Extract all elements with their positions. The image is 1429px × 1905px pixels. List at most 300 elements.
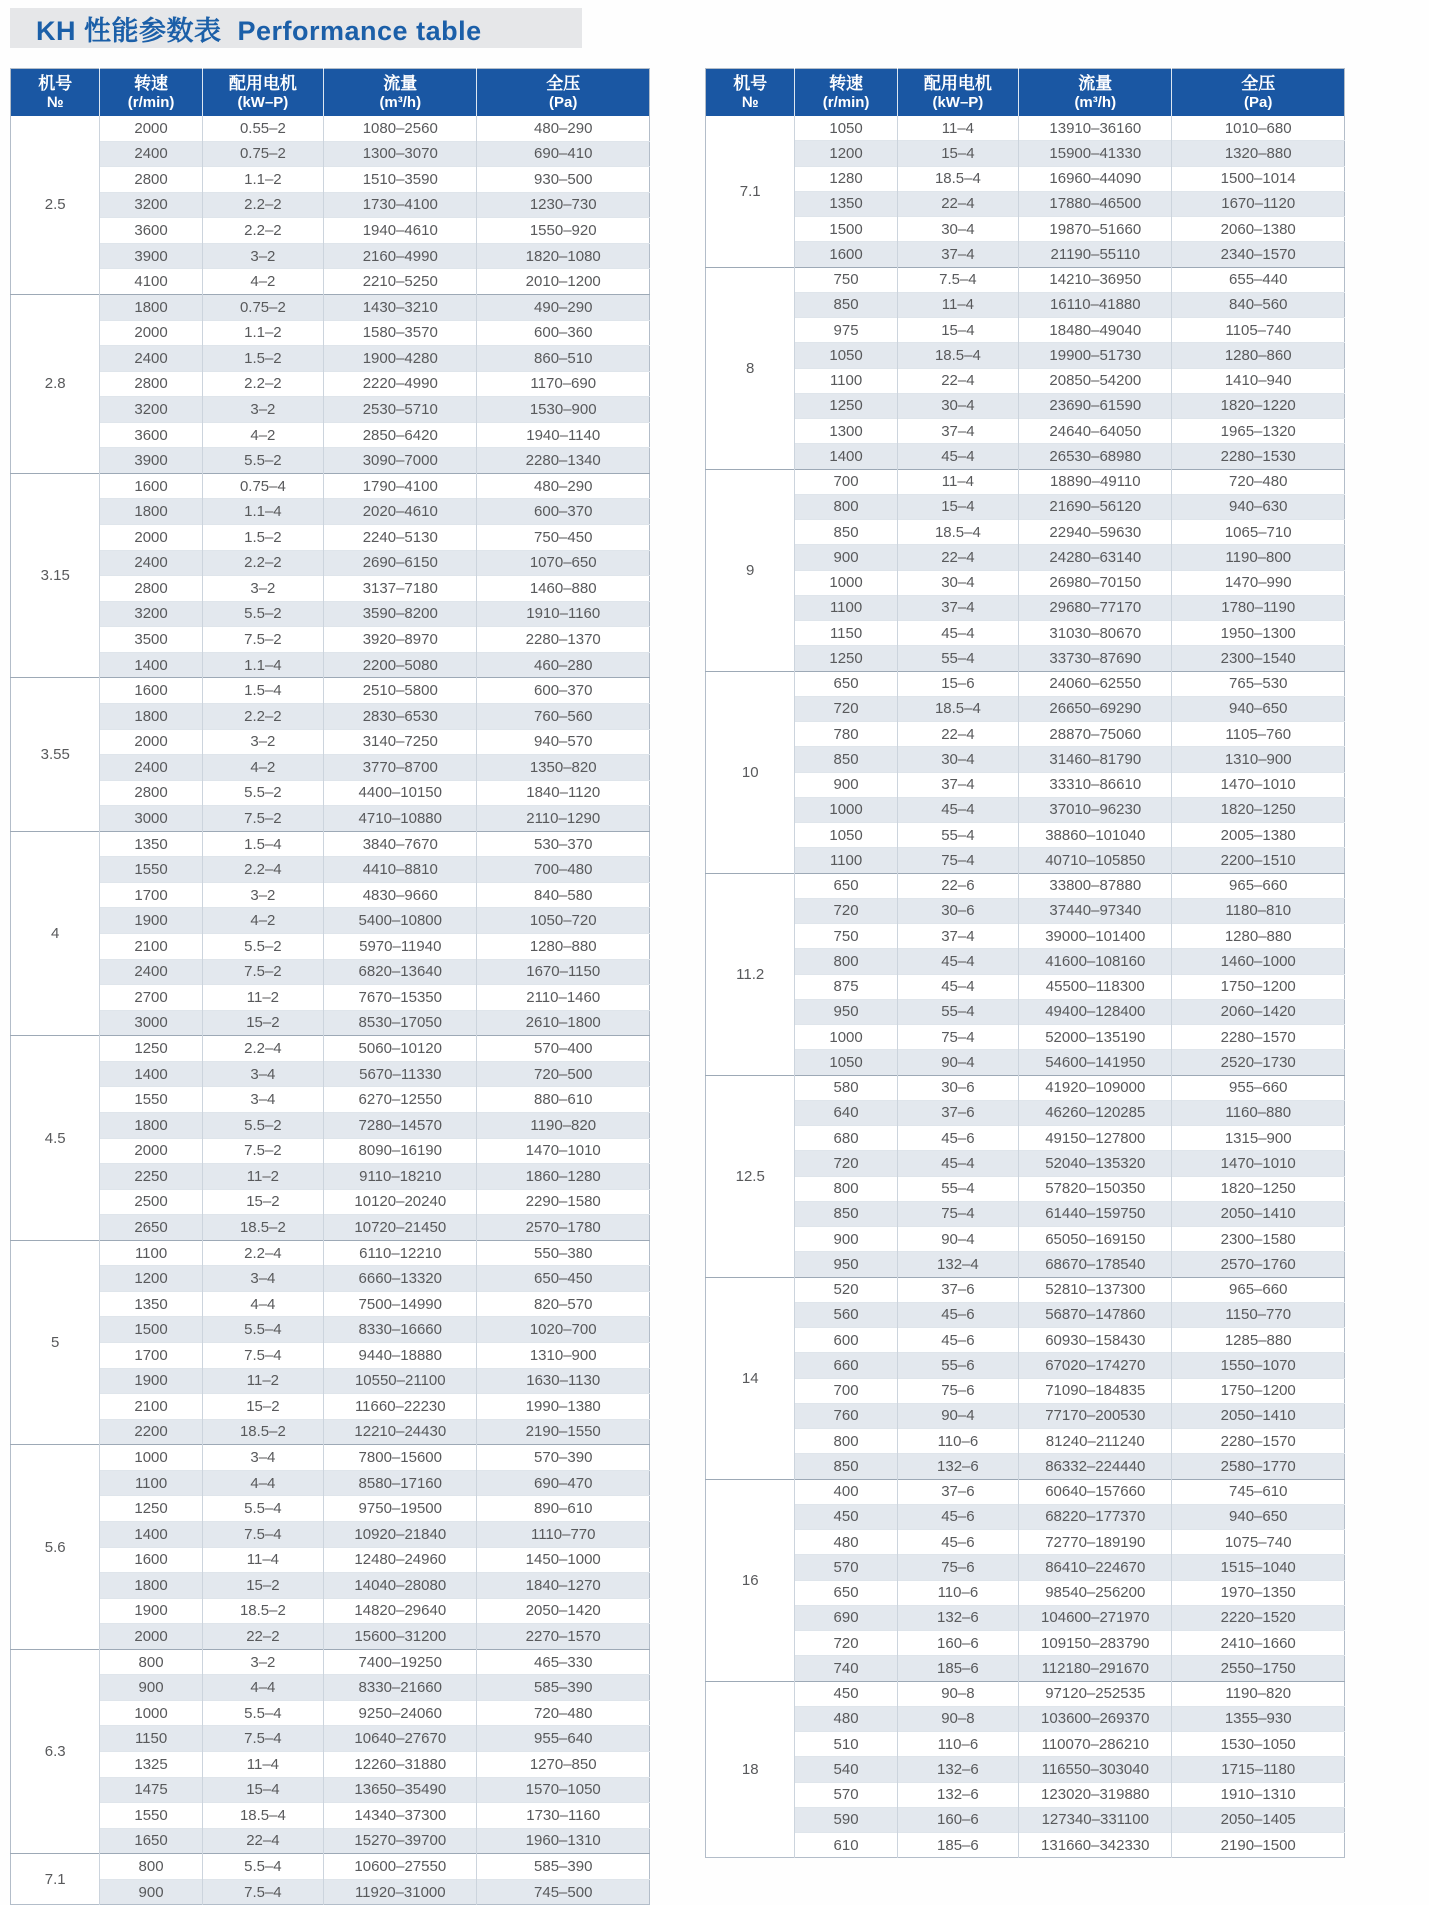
pressure-cell: 1910–1310 (1172, 1782, 1345, 1807)
speed-cell: 540 (795, 1757, 897, 1782)
speed-cell: 1000 (795, 797, 897, 822)
table-row (11, 857, 650, 883)
table-row (11, 1496, 650, 1522)
table-row (706, 570, 1345, 595)
flow-cell: 12210–24430 (324, 1419, 477, 1445)
pressure-cell: 2580–1770 (1172, 1454, 1345, 1479)
speed-cell: 2000 (100, 1138, 202, 1164)
pressure-cell: 2200–1510 (1172, 848, 1345, 873)
table-row (706, 1656, 1345, 1681)
pressure-cell: 940–650 (1172, 696, 1345, 721)
pressure-cell: 1280–880 (477, 934, 650, 960)
motor-cell: 15–4 (897, 141, 1018, 166)
speed-cell: 1325 (100, 1752, 202, 1778)
speed-cell: 690 (795, 1605, 897, 1630)
page-title-band (10, 8, 582, 48)
flow-cell: 3840–7670 (324, 831, 477, 857)
pressure-cell: 1050–720 (477, 908, 650, 934)
motor-cell: 37–4 (897, 772, 1018, 797)
pressure-cell: 2060–1420 (1172, 999, 1345, 1024)
pressure-cell: 1460–1000 (1172, 949, 1345, 974)
table-row (706, 823, 1345, 848)
speed-cell: 1050 (795, 116, 897, 141)
table-row (706, 1530, 1345, 1555)
speed-cell: 1800 (100, 703, 202, 729)
pressure-cell: 1670–1120 (1172, 191, 1345, 216)
flow-cell: 40710–105850 (1019, 848, 1172, 873)
pressure-cell: 2110–1290 (477, 806, 650, 832)
speed-cell: 1050 (795, 343, 897, 368)
motor-cell: 2.2–4 (202, 1036, 323, 1062)
pressure-cell: 1470–1010 (1172, 1151, 1345, 1176)
flow-cell: 5970–11940 (324, 934, 477, 960)
flow-cell: 71090–184835 (1019, 1378, 1172, 1403)
flow-cell: 23690–61590 (1019, 393, 1172, 418)
motor-cell: 37–4 (897, 924, 1018, 949)
motor-cell: 30–4 (897, 217, 1018, 242)
table-row (706, 1807, 1345, 1832)
flow-cell: 5400–10800 (324, 908, 477, 934)
table-row (11, 1803, 650, 1829)
speed-cell: 1500 (795, 217, 897, 242)
table-row (11, 934, 650, 960)
motor-cell: 15–2 (202, 1189, 323, 1215)
motor-cell: 11–2 (202, 1164, 323, 1190)
flow-cell: 14340–37300 (324, 1803, 477, 1829)
speed-cell: 2800 (100, 167, 202, 193)
pressure-cell: 650–450 (477, 1266, 650, 1292)
flow-cell: 31460–81790 (1019, 747, 1172, 772)
speed-cell: 1800 (100, 1573, 202, 1599)
pressure-cell: 550–380 (477, 1240, 650, 1266)
column-header-0: 机号 № (11, 69, 100, 117)
flow-cell: 2020–4610 (324, 499, 477, 525)
speed-cell: 800 (100, 1649, 202, 1675)
flow-cell: 65050–169150 (1019, 1227, 1172, 1252)
table-row (11, 601, 650, 627)
motor-cell: 55–4 (897, 1176, 1018, 1201)
table-row (706, 696, 1345, 721)
table-row (11, 1138, 650, 1164)
flow-cell: 57820–150350 (1019, 1176, 1172, 1201)
machine-no-cell: 4 (11, 831, 100, 1036)
flow-cell: 10640–27670 (324, 1726, 477, 1752)
motor-cell: 11–4 (202, 1752, 323, 1778)
flow-cell: 3140–7250 (324, 729, 477, 755)
motor-cell: 0.75–2 (202, 294, 323, 320)
speed-cell: 1800 (100, 499, 202, 525)
column-header-2: 配用电机 (kW–P) (202, 69, 323, 117)
motor-cell: 5.5–4 (202, 1854, 323, 1880)
speed-cell: 1250 (100, 1496, 202, 1522)
table-row (706, 343, 1345, 368)
speed-cell: 1000 (795, 570, 897, 595)
speed-cell: 800 (795, 949, 897, 974)
speed-cell: 2400 (100, 141, 202, 167)
flow-cell: 24640–64050 (1019, 419, 1172, 444)
motor-cell: 15–4 (897, 494, 1018, 519)
table-row (11, 116, 650, 141)
speed-cell: 900 (100, 1879, 202, 1905)
motor-cell: 3–4 (202, 1445, 323, 1471)
pressure-cell: 2190–1550 (477, 1419, 650, 1445)
flow-cell: 112180–291670 (1019, 1656, 1172, 1681)
page-title-zh: KH 性能参数表 (36, 15, 222, 46)
flow-cell: 15900–41330 (1019, 141, 1172, 166)
machine-no-cell: 10 (706, 671, 795, 873)
flow-cell: 24280–63140 (1019, 545, 1172, 570)
motor-cell: 55–4 (897, 999, 1018, 1024)
motor-cell: 2.2–4 (202, 1240, 323, 1266)
pressure-cell: 585–390 (477, 1854, 650, 1880)
pressure-cell: 2550–1750 (1172, 1656, 1345, 1681)
pressure-cell: 1310–900 (477, 1343, 650, 1369)
motor-cell: 45–6 (897, 1126, 1018, 1151)
performance-table (705, 68, 1345, 1858)
motor-cell: 2.2–4 (202, 857, 323, 883)
table-row (11, 550, 650, 576)
motor-cell: 15–4 (897, 318, 1018, 343)
pressure-cell: 765–530 (1172, 671, 1345, 696)
pressure-cell: 1285–880 (1172, 1328, 1345, 1353)
motor-cell: 18.5–2 (202, 1419, 323, 1445)
motor-cell: 90–4 (897, 1050, 1018, 1075)
speed-cell: 1900 (100, 908, 202, 934)
table-row (706, 494, 1345, 519)
flow-cell: 52000–135190 (1019, 1025, 1172, 1050)
motor-cell: 45–6 (897, 1530, 1018, 1555)
flow-cell: 11660–22230 (324, 1394, 477, 1420)
motor-cell: 75–4 (897, 1201, 1018, 1226)
pressure-cell: 1730–1160 (477, 1803, 650, 1829)
flow-cell: 15600–31200 (324, 1624, 477, 1650)
table-row (11, 1394, 650, 1420)
flow-cell: 14820–29640 (324, 1598, 477, 1624)
speed-cell: 520 (795, 1277, 897, 1302)
motor-cell: 45–4 (897, 1151, 1018, 1176)
table-row (11, 755, 650, 781)
table-row (706, 292, 1345, 317)
pressure-cell: 720–480 (477, 1700, 650, 1726)
table-row (706, 191, 1345, 216)
flow-cell: 9440–18880 (324, 1343, 477, 1369)
flow-cell: 103600–269370 (1019, 1706, 1172, 1731)
motor-cell: 11–2 (202, 985, 323, 1011)
performance-table-right-panel (705, 68, 1345, 1858)
table-row (11, 320, 650, 346)
speed-cell: 1250 (795, 646, 897, 671)
motor-cell: 45–4 (897, 797, 1018, 822)
pressure-cell: 1190–820 (1172, 1681, 1345, 1706)
speed-cell: 2400 (100, 959, 202, 985)
flow-cell: 37440–97340 (1019, 898, 1172, 923)
flow-cell: 4710–10880 (324, 806, 477, 832)
table-row (11, 1343, 650, 1369)
motor-cell: 5.5–4 (202, 1700, 323, 1726)
speed-cell: 570 (795, 1555, 897, 1580)
pressure-cell: 1190–800 (1172, 545, 1345, 570)
motor-cell: 2.2–2 (202, 703, 323, 729)
flow-cell: 11920–31000 (324, 1879, 477, 1905)
motor-cell: 45–4 (897, 621, 1018, 646)
motor-cell: 1.1–4 (202, 499, 323, 525)
motor-cell: 22–4 (202, 1828, 323, 1854)
speed-cell: 4100 (100, 269, 202, 295)
motor-cell: 18.5–4 (897, 166, 1018, 191)
table-row (11, 1291, 650, 1317)
pressure-cell: 1470–1010 (477, 1138, 650, 1164)
speed-cell: 400 (795, 1479, 897, 1504)
pressure-cell: 2050–1410 (1172, 1403, 1345, 1428)
motor-cell: 11–2 (202, 1368, 323, 1394)
table-row (11, 371, 650, 397)
pressure-cell: 1230–730 (477, 192, 650, 218)
flow-cell: 9250–24060 (324, 1700, 477, 1726)
flow-cell: 26980–70150 (1019, 570, 1172, 595)
table-row (11, 1240, 650, 1266)
table-row (11, 473, 650, 499)
flow-cell: 7280–14570 (324, 1112, 477, 1138)
pressure-cell: 655–440 (1172, 267, 1345, 292)
pressure-cell: 480–290 (477, 473, 650, 499)
pressure-cell: 690–470 (477, 1470, 650, 1496)
speed-cell: 1400 (100, 1061, 202, 1087)
column-header-3: 流量 (m³/h) (324, 69, 477, 117)
table-row (11, 1419, 650, 1445)
flow-cell: 123020–319880 (1019, 1782, 1172, 1807)
pressure-cell: 2570–1760 (1172, 1252, 1345, 1277)
table-row (706, 318, 1345, 343)
flow-cell: 6820–13640 (324, 959, 477, 985)
speed-cell: 3500 (100, 627, 202, 653)
motor-cell: 18.5–4 (897, 696, 1018, 721)
flow-cell: 10600–27550 (324, 1854, 477, 1880)
column-header-4: 全压 (Pa) (1172, 69, 1345, 117)
speed-cell: 1150 (795, 621, 897, 646)
flow-cell: 3920–8970 (324, 627, 477, 653)
speed-cell: 900 (100, 1675, 202, 1701)
speed-cell: 2000 (100, 320, 202, 346)
pressure-cell: 1670–1150 (477, 959, 650, 985)
speed-cell: 1250 (795, 393, 897, 418)
speed-cell: 1000 (795, 1025, 897, 1050)
speed-cell: 750 (795, 267, 897, 292)
table-row (706, 1353, 1345, 1378)
pressure-cell: 1355–930 (1172, 1706, 1345, 1731)
pressure-cell: 1470–990 (1172, 570, 1345, 595)
flow-cell: 52040–135320 (1019, 1151, 1172, 1176)
pressure-cell: 1020–700 (477, 1317, 650, 1343)
header-row (706, 69, 1345, 117)
pressure-cell: 600–370 (477, 678, 650, 704)
flow-cell: 10920–21840 (324, 1521, 477, 1547)
motor-cell: 7.5–4 (202, 1343, 323, 1369)
pressure-cell: 585–390 (477, 1675, 650, 1701)
table-row (706, 1378, 1345, 1403)
motor-cell: 160–6 (897, 1631, 1018, 1656)
pressure-cell: 2280–1370 (477, 627, 650, 653)
motor-cell: 3–2 (202, 882, 323, 908)
speed-cell: 975 (795, 318, 897, 343)
motor-cell: 7.5–2 (202, 806, 323, 832)
speed-cell: 1350 (100, 1291, 202, 1317)
table-row (11, 1266, 650, 1292)
flow-cell: 46260–120285 (1019, 1100, 1172, 1125)
pressure-cell: 2290–1580 (477, 1189, 650, 1215)
speed-cell: 3600 (100, 218, 202, 244)
table-row (11, 1036, 650, 1062)
motor-cell: 132–6 (897, 1605, 1018, 1630)
speed-cell: 750 (795, 924, 897, 949)
performance-table-left-panel (10, 68, 650, 1905)
pressure-cell: 1105–740 (1172, 318, 1345, 343)
machine-no-cell: 5.6 (11, 1445, 100, 1650)
pressure-cell: 955–640 (477, 1726, 650, 1752)
motor-cell: 45–6 (897, 1302, 1018, 1327)
motor-cell: 37–6 (897, 1277, 1018, 1302)
speed-cell: 2500 (100, 1189, 202, 1215)
flow-cell: 1580–3570 (324, 320, 477, 346)
flow-cell: 8090–16190 (324, 1138, 477, 1164)
table-row (11, 780, 650, 806)
motor-cell: 4–4 (202, 1470, 323, 1496)
speed-cell: 850 (795, 292, 897, 317)
speed-cell: 2700 (100, 985, 202, 1011)
table-row (706, 848, 1345, 873)
flow-cell: 3590–8200 (324, 601, 477, 627)
pressure-cell: 1180–810 (1172, 898, 1345, 923)
pressure-cell: 1010–680 (1172, 116, 1345, 141)
flow-cell: 45500–118300 (1019, 974, 1172, 999)
table-row (706, 1631, 1345, 1656)
flow-cell: 39000–101400 (1019, 924, 1172, 949)
table-row (706, 621, 1345, 646)
table-row (11, 652, 650, 678)
motor-cell: 90–4 (897, 1227, 1018, 1252)
flow-cell: 10720–21450 (324, 1215, 477, 1241)
motor-cell: 1.5–4 (202, 831, 323, 857)
motor-cell: 22–2 (202, 1624, 323, 1650)
flow-cell: 9110–18210 (324, 1164, 477, 1190)
pressure-cell: 2050–1420 (477, 1598, 650, 1624)
table-row (706, 469, 1345, 494)
table-row (706, 1302, 1345, 1327)
speed-cell: 1600 (795, 242, 897, 267)
table-row (11, 294, 650, 320)
table-row (11, 1547, 650, 1573)
pressure-cell: 1860–1280 (477, 1164, 650, 1190)
table-row (706, 1403, 1345, 1428)
motor-cell: 22–4 (897, 545, 1018, 570)
table-row (11, 1521, 650, 1547)
table-row (706, 1100, 1345, 1125)
table-row (11, 959, 650, 985)
pressure-cell: 1530–900 (477, 397, 650, 423)
speed-cell: 1600 (100, 1547, 202, 1573)
table-row (706, 267, 1345, 292)
pressure-cell: 1965–1320 (1172, 419, 1345, 444)
motor-cell: 5.5–2 (202, 780, 323, 806)
table-row (706, 1025, 1345, 1050)
motor-cell: 90–8 (897, 1681, 1018, 1706)
motor-cell: 4–2 (202, 422, 323, 448)
motor-cell: 37–6 (897, 1479, 1018, 1504)
motor-cell: 1.1–2 (202, 167, 323, 193)
motor-cell: 11–4 (202, 1547, 323, 1573)
table-row (706, 1075, 1345, 1100)
machine-no-cell: 2.8 (11, 294, 100, 473)
speed-cell: 1900 (100, 1598, 202, 1624)
column-header-2: 配用电机 (kW–P) (897, 69, 1018, 117)
table-row (706, 722, 1345, 747)
speed-cell: 780 (795, 722, 897, 747)
table-row (706, 772, 1345, 797)
table-row (11, 703, 650, 729)
table-row (706, 419, 1345, 444)
speed-cell: 1100 (100, 1240, 202, 1266)
motor-cell: 3–4 (202, 1061, 323, 1087)
motor-cell: 18.5–4 (897, 343, 1018, 368)
machine-no-cell: 12.5 (706, 1075, 795, 1277)
flow-cell: 12480–24960 (324, 1547, 477, 1573)
flow-cell: 6110–12210 (324, 1240, 477, 1266)
pressure-cell: 1150–770 (1172, 1302, 1345, 1327)
motor-cell: 55–4 (897, 646, 1018, 671)
speed-cell: 1550 (100, 857, 202, 883)
flow-cell: 49400–128400 (1019, 999, 1172, 1024)
table-row (11, 192, 650, 218)
motor-cell: 22–4 (897, 191, 1018, 216)
speed-cell: 1100 (795, 848, 897, 873)
speed-cell: 740 (795, 1656, 897, 1681)
pressure-cell: 840–580 (477, 882, 650, 908)
table-row (11, 806, 650, 832)
speed-cell: 720 (795, 1151, 897, 1176)
speed-cell: 800 (795, 1176, 897, 1201)
flow-cell: 38860–101040 (1019, 823, 1172, 848)
pressure-cell: 1500–1014 (1172, 166, 1345, 191)
motor-cell: 5.5–2 (202, 934, 323, 960)
motor-cell: 15–2 (202, 1573, 323, 1599)
flow-cell: 2530–5710 (324, 397, 477, 423)
machine-no-cell: 4.5 (11, 1036, 100, 1241)
flow-cell: 18890–49110 (1019, 469, 1172, 494)
speed-cell: 480 (795, 1706, 897, 1731)
motor-cell: 30–4 (897, 393, 1018, 418)
flow-cell: 6660–13320 (324, 1266, 477, 1292)
table-row (706, 520, 1345, 545)
pressure-cell: 1310–900 (1172, 747, 1345, 772)
table-row (706, 1252, 1345, 1277)
table-row (11, 1164, 650, 1190)
table-row (11, 1752, 650, 1778)
pressure-cell: 1715–1180 (1172, 1757, 1345, 1782)
speed-cell: 2800 (100, 371, 202, 397)
speed-cell: 1700 (100, 882, 202, 908)
pressure-cell: 2340–1570 (1172, 242, 1345, 267)
motor-cell: 18.5–2 (202, 1598, 323, 1624)
pressure-cell: 1515–1040 (1172, 1555, 1345, 1580)
flow-cell: 8330–21660 (324, 1675, 477, 1701)
speed-cell: 900 (795, 772, 897, 797)
motor-cell: 90–8 (897, 1706, 1018, 1731)
table-row (11, 346, 650, 372)
flow-cell: 14210–36950 (1019, 267, 1172, 292)
speed-cell: 1280 (795, 166, 897, 191)
pressure-cell: 2005–1380 (1172, 823, 1345, 848)
table-row (11, 141, 650, 167)
pressure-cell: 600–370 (477, 499, 650, 525)
